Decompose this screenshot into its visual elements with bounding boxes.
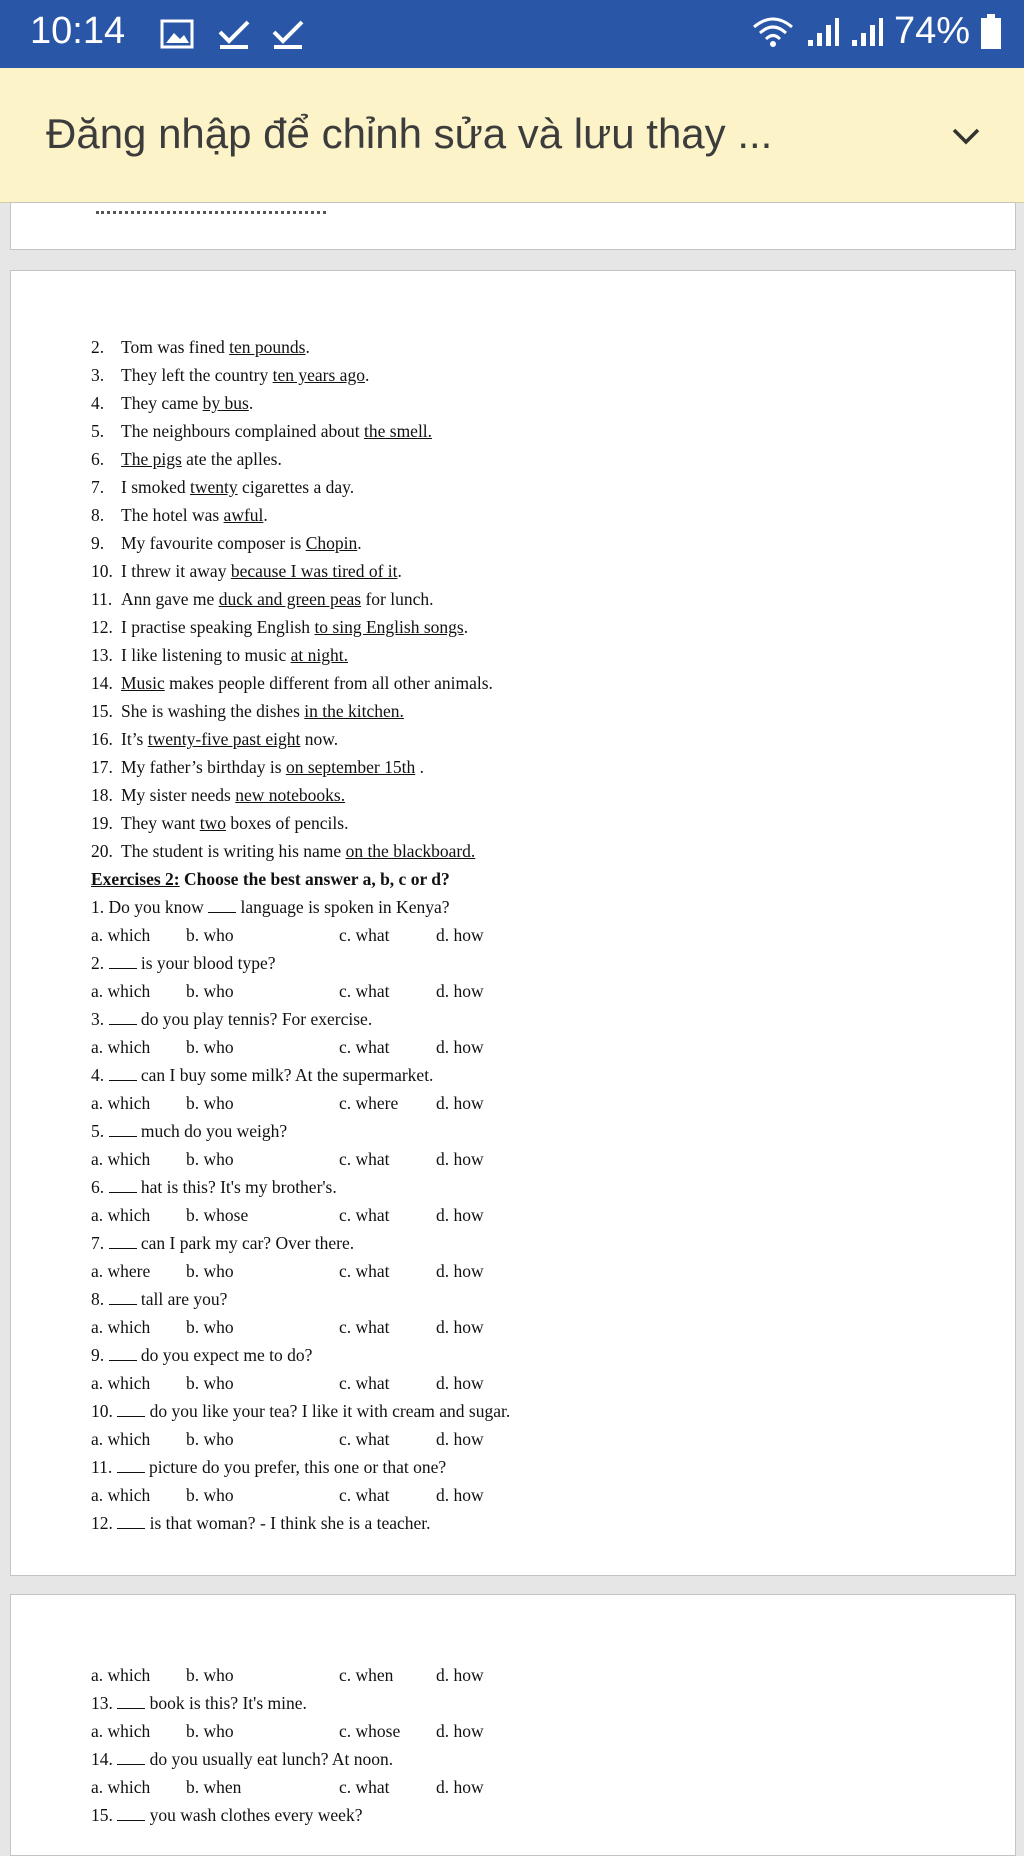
question-number: 5. — [91, 1121, 109, 1141]
status-bar — [0, 0, 1024, 68]
line-text: They want — [121, 813, 200, 833]
underlined-phrase: twenty-five past eight — [147, 729, 301, 749]
line-number: 6. — [91, 449, 105, 469]
question — [91, 1341, 975, 1369]
line-text: now. — [300, 729, 339, 749]
status-time: 10:14 — [30, 10, 126, 52]
answer-option: b. when — [186, 1777, 242, 1797]
download-done-icon — [216, 18, 252, 50]
answer-blank — [109, 1010, 137, 1025]
answer-option: a. which — [91, 1665, 151, 1685]
underlined-phrase: Chopin — [305, 533, 358, 553]
answer-blank — [109, 1178, 137, 1193]
answer-option: c. what — [339, 1485, 390, 1505]
question-number: 9. — [91, 1345, 109, 1365]
answer-option: a. which — [91, 1373, 151, 1393]
document-content — [91, 333, 975, 1537]
exercise-line — [91, 501, 975, 529]
answer-option: b. who — [186, 1149, 234, 1169]
answer-option: a. which — [91, 1093, 151, 1113]
answer-options — [91, 921, 975, 949]
answer-option: c. what — [339, 981, 390, 1001]
battery-icon — [980, 14, 1002, 50]
exercise-line — [91, 837, 975, 865]
answer-option: c. what — [339, 925, 390, 945]
answer-option: d. how — [436, 925, 484, 945]
answer-option: c. where — [339, 1093, 399, 1113]
answer-option: a. which — [91, 925, 151, 945]
answer-option: d. how — [436, 1093, 484, 1113]
document-page-1 — [10, 202, 1016, 250]
question-text: do you expect me to do? — [136, 1345, 313, 1365]
answer-option: d. how — [436, 981, 484, 1001]
line-number: 13. — [91, 645, 113, 665]
cut-off-line — [96, 203, 326, 214]
question — [91, 1061, 975, 1089]
answer-blank — [117, 1514, 145, 1529]
line-text: for lunch. — [361, 589, 434, 609]
answer-option: b. who — [186, 1429, 234, 1449]
answer-blank — [109, 1234, 137, 1249]
answer-option: c. what — [339, 1373, 390, 1393]
question-number: 8. — [91, 1289, 109, 1309]
answer-option: b. who — [186, 1373, 234, 1393]
underlined-phrase: in the kitchen. — [304, 701, 404, 721]
exercise-line — [91, 781, 975, 809]
line-number: 14. — [91, 673, 113, 693]
underlined-phrase: to sing English songs — [314, 617, 464, 637]
line-number: 10. — [91, 561, 113, 581]
question — [91, 949, 975, 977]
underlined-phrase: Music — [121, 673, 165, 693]
line-number: 7. — [91, 477, 105, 497]
exercise-line — [91, 669, 975, 697]
question — [91, 1745, 975, 1773]
line-text: They left the country — [121, 365, 273, 385]
line-number: 5. — [91, 421, 105, 441]
line-text: . — [364, 365, 370, 385]
answer-option: b. whose — [186, 1205, 249, 1225]
line-text: . — [415, 757, 424, 777]
question — [91, 1453, 975, 1481]
question — [91, 1397, 975, 1425]
underlined-phrase: the smell. — [364, 421, 433, 441]
exercise-line — [91, 809, 975, 837]
line-text: The student is writing his name — [121, 841, 346, 861]
gallery-notification-icon — [160, 18, 194, 50]
line-number: 16. — [91, 729, 113, 749]
answer-option: d. how — [436, 1665, 484, 1685]
exercise-line — [91, 333, 975, 361]
answer-options — [91, 1773, 975, 1801]
answer-options — [91, 1033, 975, 1061]
line-text: She is washing the dishes — [121, 701, 305, 721]
answer-blank — [109, 954, 137, 969]
answer-blank — [109, 1066, 137, 1081]
line-number: 3. — [91, 365, 105, 385]
answer-option: a. which — [91, 1205, 151, 1225]
question — [91, 1005, 975, 1033]
question-number: 15. — [91, 1805, 118, 1825]
line-text: My sister needs — [121, 785, 236, 805]
line-text: . — [248, 393, 254, 413]
answer-option: d. how — [436, 1149, 484, 1169]
answer-blank — [117, 1750, 145, 1765]
underlined-phrase: at night. — [290, 645, 348, 665]
exercise-line — [91, 389, 975, 417]
line-text: ate the aplles. — [181, 449, 282, 469]
exercise-line — [91, 585, 975, 613]
answer-option: b. who — [186, 1485, 234, 1505]
line-text: My favourite composer is — [121, 533, 306, 553]
question-number: 13. — [91, 1693, 118, 1713]
exercise-line — [91, 417, 975, 445]
exercise-line — [91, 613, 975, 641]
exercise-line — [91, 697, 975, 725]
answer-option: d. how — [436, 1485, 484, 1505]
exercise-line — [91, 753, 975, 781]
answer-option: d. how — [436, 1261, 484, 1281]
question — [91, 1801, 975, 1829]
document-content-page-3 — [91, 1661, 975, 1829]
banner-text: Đăng nhập để chỉnh sửa và lưu thay ... — [46, 110, 773, 157]
document-page-3 — [10, 1594, 1016, 1856]
line-text: The hotel was — [121, 505, 224, 525]
line-text: cigarettes a day. — [237, 477, 355, 497]
exercise-line — [91, 473, 975, 501]
answer-option: b. who — [186, 1261, 234, 1281]
exercise-2-heading — [91, 865, 975, 893]
answer-blank — [208, 898, 236, 913]
answer-option: c. what — [339, 1429, 390, 1449]
question-number: 14. — [91, 1749, 118, 1769]
document-page-2 — [10, 270, 1016, 1576]
underlined-phrase: awful — [223, 505, 264, 525]
answer-options — [91, 1313, 975, 1341]
answer-options — [91, 1257, 975, 1285]
line-text: . — [357, 533, 362, 553]
question-number: 2. — [91, 953, 109, 973]
line-number: 4. — [91, 393, 105, 413]
answer-option: c. whose — [339, 1721, 401, 1741]
question — [91, 1229, 975, 1257]
line-text: The neighbours complained about — [121, 421, 364, 441]
answer-option: a. which — [91, 1721, 151, 1741]
exercise-line — [91, 445, 975, 473]
question-text: hat is this? It's my brother's. — [136, 1177, 337, 1197]
answer-option: b. who — [186, 981, 234, 1001]
answer-option: a. which — [91, 1149, 151, 1169]
question — [91, 1285, 975, 1313]
line-number: 20. — [91, 841, 113, 861]
line-text: . — [305, 337, 310, 357]
underlined-phrase: two — [199, 813, 226, 833]
answer-option: c. when — [339, 1665, 394, 1685]
answer-options — [91, 1717, 975, 1745]
answer-option: d. how — [436, 1721, 484, 1741]
chevron-down-icon[interactable] — [948, 118, 984, 154]
answer-option: d. how — [436, 1373, 484, 1393]
line-text: boxes of pencils. — [225, 813, 349, 833]
question-text: language is spoken in Kenya? — [236, 897, 450, 917]
question-number: 7. — [91, 1233, 109, 1253]
question-number: 11. — [91, 1457, 117, 1477]
question-number: 3. — [91, 1009, 109, 1029]
heading-text: Choose the best answer a, b, c or d? — [179, 869, 450, 889]
exercise-line — [91, 557, 975, 585]
question-text: do you usually eat lunch? At noon. — [145, 1749, 394, 1769]
sign-in-banner[interactable] — [0, 68, 1024, 203]
line-text: It’s — [121, 729, 148, 749]
underlined-phrase: The pigs — [121, 449, 182, 469]
question — [91, 1509, 975, 1537]
underlined-phrase: on september 15th — [285, 757, 416, 777]
answer-option: b. who — [186, 925, 234, 945]
line-text: I like listening to music — [121, 645, 291, 665]
answer-blank — [109, 1290, 137, 1305]
line-text: makes people different from all other animals. — [164, 673, 493, 693]
underlined-phrase: ten years ago — [272, 365, 365, 385]
line-text: They came — [121, 393, 203, 413]
answer-option: a. which — [91, 1317, 151, 1337]
answer-options — [91, 1425, 975, 1453]
line-text: . — [397, 561, 402, 581]
question-text: is your blood type? — [136, 953, 276, 973]
answer-options — [91, 1201, 975, 1229]
answer-option: a. which — [91, 1777, 151, 1797]
line-number: 2. — [91, 337, 105, 357]
line-number: 8. — [91, 505, 105, 525]
question-number: 4. — [91, 1065, 109, 1085]
signal-icon-sim2 — [850, 16, 884, 48]
question-text: book is this? It's mine. — [145, 1693, 307, 1713]
answer-option: b. who — [186, 1317, 234, 1337]
answer-option: a. which — [91, 981, 151, 1001]
question-number: 1. — [91, 897, 109, 917]
answer-option: c. what — [339, 1777, 390, 1797]
line-text: I practise speaking English — [121, 617, 315, 637]
line-text: Ann gave me — [121, 589, 219, 609]
question-number: 12. — [91, 1513, 118, 1533]
wifi-icon — [750, 15, 796, 49]
line-number: 11. — [91, 589, 113, 609]
answer-option: b. who — [186, 1037, 234, 1057]
question — [91, 1173, 975, 1201]
answer-option: a. where — [91, 1261, 151, 1281]
line-number: 19. — [91, 813, 113, 833]
question-text: can I park my car? Over there. — [136, 1233, 355, 1253]
answer-options — [91, 1481, 975, 1509]
line-text: Tom was fined — [121, 337, 230, 357]
question-text: do you play tennis? For exercise. — [136, 1009, 373, 1029]
answer-option: d. how — [436, 1037, 484, 1057]
exercise-line — [91, 725, 975, 753]
question-text: do you like your tea? I like it with cream and sugar. — [145, 1401, 511, 1421]
signal-icon-sim1 — [806, 16, 840, 48]
question-text: you wash clothes every week? — [145, 1805, 363, 1825]
download-done-icon-2 — [270, 18, 306, 50]
line-text: . — [463, 617, 469, 637]
line-number: 17. — [91, 757, 113, 777]
answer-options — [91, 1661, 975, 1689]
answer-option: a. which — [91, 1037, 151, 1057]
question-number: 10. — [91, 1401, 118, 1421]
answer-option: d. how — [436, 1205, 484, 1225]
status-right — [750, 10, 1002, 53]
answer-options — [91, 1089, 975, 1117]
question-text: tall are you? — [136, 1289, 228, 1309]
answer-option: b. who — [186, 1093, 234, 1113]
answer-option: c. what — [339, 1149, 390, 1169]
line-number: 9. — [91, 533, 105, 553]
line-text: My father’s birthday is — [121, 757, 286, 777]
exercise-line — [91, 529, 975, 557]
line-number: 18. — [91, 785, 113, 805]
answer-options — [91, 1145, 975, 1173]
answer-option: c. what — [339, 1261, 390, 1281]
answer-blank — [117, 1806, 145, 1821]
underlined-phrase: new notebooks. — [235, 785, 346, 805]
question-text: can I buy some milk? At the supermarket. — [136, 1065, 434, 1085]
answer-option: b. who — [186, 1665, 234, 1685]
underlined-phrase: twenty — [190, 477, 238, 497]
battery-percent: 74% — [893, 10, 970, 52]
question-text: picture do you prefer, this one or that one? — [144, 1457, 447, 1477]
line-text: I smoked — [121, 477, 191, 497]
answer-option: a. which — [91, 1429, 151, 1449]
answer-option: d. how — [436, 1317, 484, 1337]
answer-options — [91, 977, 975, 1005]
answer-blank — [117, 1458, 145, 1473]
answer-blank — [117, 1694, 145, 1709]
line-text: . — [263, 505, 268, 525]
answer-option: c. what — [339, 1037, 390, 1057]
question — [91, 893, 975, 921]
underlined-phrase: ten pounds — [229, 337, 306, 357]
exercise-line — [91, 361, 975, 389]
answer-option: b. who — [186, 1721, 234, 1741]
exercise-line — [91, 641, 975, 669]
answer-option: a. which — [91, 1485, 151, 1505]
answer-option: c. what — [339, 1205, 390, 1225]
underlined-phrase: by bus — [202, 393, 249, 413]
answer-option: d. how — [436, 1429, 484, 1449]
line-number: 12. — [91, 617, 113, 637]
question — [91, 1689, 975, 1717]
line-number: 15. — [91, 701, 113, 721]
answer-options — [91, 1369, 975, 1397]
answer-blank — [117, 1402, 145, 1417]
question-text: much do you weigh? — [136, 1121, 288, 1141]
underlined-phrase: on the blackboard. — [345, 841, 476, 861]
answer-option: d. how — [436, 1777, 484, 1797]
question — [91, 1117, 975, 1145]
question-text: Do you know — [108, 897, 209, 917]
underlined-phrase: because I was tired of it — [230, 561, 398, 581]
heading-label: Exercises 2: — [91, 869, 180, 889]
question-number: 6. — [91, 1177, 109, 1197]
line-text: I threw it away — [121, 561, 231, 581]
answer-blank — [109, 1122, 137, 1137]
question-text: is that woman? - I think she is a teacher. — [145, 1513, 431, 1533]
answer-blank — [109, 1346, 137, 1361]
answer-option: c. what — [339, 1317, 390, 1337]
underlined-phrase: duck and green peas — [218, 589, 362, 609]
